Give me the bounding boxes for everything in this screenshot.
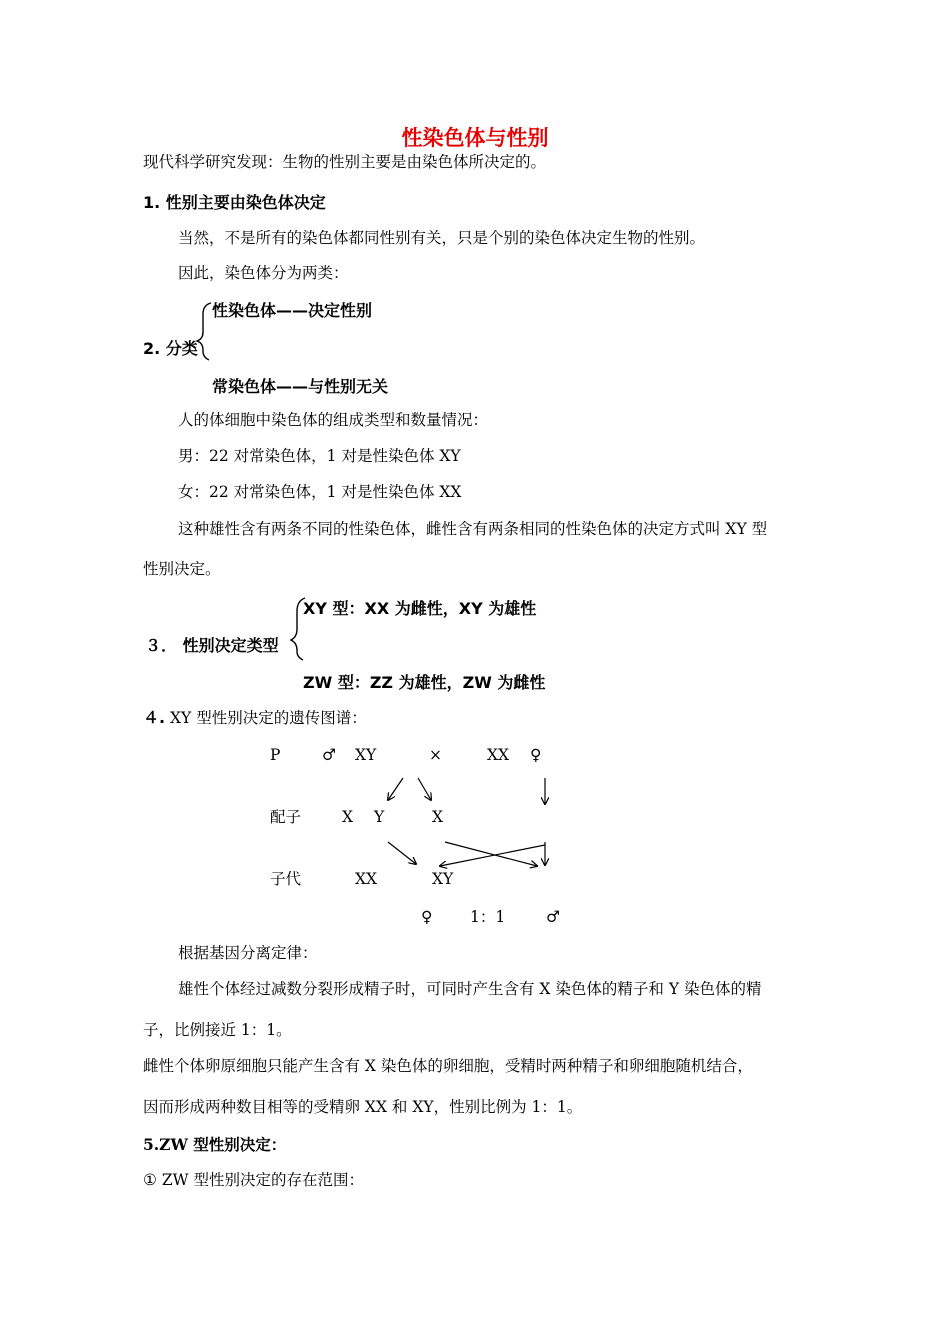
section-5-heading: 5.ZW 型性别决定： <box>143 1135 287 1154</box>
section-1-heading: 1. 性别主要由染色体决定 <box>143 193 326 212</box>
female-symbol: ♀ <box>530 746 542 764</box>
human-intro: 人的体细胞中染色体的组成类型和数量情况： <box>178 411 489 429</box>
zw-type: ZW 型：ZZ 为雄性，ZW 为雌性 <box>303 673 546 692</box>
female-chromosomes: 女：22 对常染色体，1 对是性染色体 XX <box>178 483 462 501</box>
page-title: 性染色体与性别 <box>401 126 549 150</box>
male-symbol: ♂ <box>322 746 336 764</box>
xy-definition-line-1: 这种雄性含有两条不同的性染色体，雌性含有两条相同的性染色体的决定方式叫 XY 型 <box>178 520 768 538</box>
arrow-xy-to-y <box>418 778 431 800</box>
section-5-item-1: ① ZW 型性别决定的存在范围： <box>143 1171 364 1189</box>
segregation-law-intro: 根据基因分离定律： <box>178 944 318 962</box>
male-gamete-line-2: 子，比例接近 1：1。 <box>143 1021 292 1039</box>
male-chromosomes: 男：22 对常染色体，1 对是性染色体 XY <box>178 447 461 465</box>
diagram-p-label: P <box>270 746 281 764</box>
diagram-offspring-label: 子代 <box>270 870 302 888</box>
arrow-xy-to-x <box>388 778 403 800</box>
section-2-label: 2. 分类 <box>143 339 198 358</box>
classification-autosome: 常染色体——与性别无关 <box>212 377 389 396</box>
xy-definition-line-2: 性别决定。 <box>143 560 221 578</box>
offspring-xy: XY <box>432 870 454 888</box>
male-gamete-line-1: 雄性个体经过减数分裂形成精子时，可同时产生含有 X 染色体的精子和 Y 染色体的精 <box>178 980 762 998</box>
gamete-x-female: X <box>432 808 444 826</box>
arrow-gamete-to-xy-1 <box>388 842 416 864</box>
section-4-number: ４. <box>143 708 166 727</box>
ratio-female-symbol: ♀ <box>421 908 433 926</box>
ratio-value: 1：1 <box>470 908 506 926</box>
parent-female-genotype: XX <box>487 746 510 764</box>
classification-sex-chromosome: 性染色体——决定性别 <box>212 301 373 320</box>
parent-male-genotype: XY <box>355 746 377 764</box>
female-gamete-line-1: 雌性个体卵原细胞只能产生含有 X 染色体的卵细胞，受精时两种精子和卵细胞随机结合， <box>143 1057 753 1075</box>
gamete-y: Y <box>374 808 385 826</box>
female-gamete-line-2: 因而形成两种数目相等的受精卵 XX 和 XY，性别比例为 1：1。 <box>143 1098 583 1116</box>
ratio-male-symbol: ♂ <box>546 908 560 926</box>
section-4-text: XY 型性别决定的遗传图谱： <box>165 709 367 727</box>
section-1-paragraph-2: 因此，染色体分为两类： <box>178 264 349 282</box>
intro-paragraph: 现代科学研究发现：生物的性别主要是由染色体所决定的。 <box>143 153 547 171</box>
xy-type: XY 型：XX 为雌性，XY 为雄性 <box>303 599 537 618</box>
gamete-x-male: X <box>342 808 354 826</box>
section-3-label: ３． 性别决定类型 <box>145 636 279 655</box>
offspring-xx: XX <box>355 870 378 888</box>
section-1-paragraph-1: 当然，不是所有的染色体都同性别有关，只是个别的染色体决定生物的性别。 <box>178 229 706 247</box>
diagram-gamete-label: 配子 <box>270 808 302 826</box>
cross-symbol: × <box>429 746 442 764</box>
